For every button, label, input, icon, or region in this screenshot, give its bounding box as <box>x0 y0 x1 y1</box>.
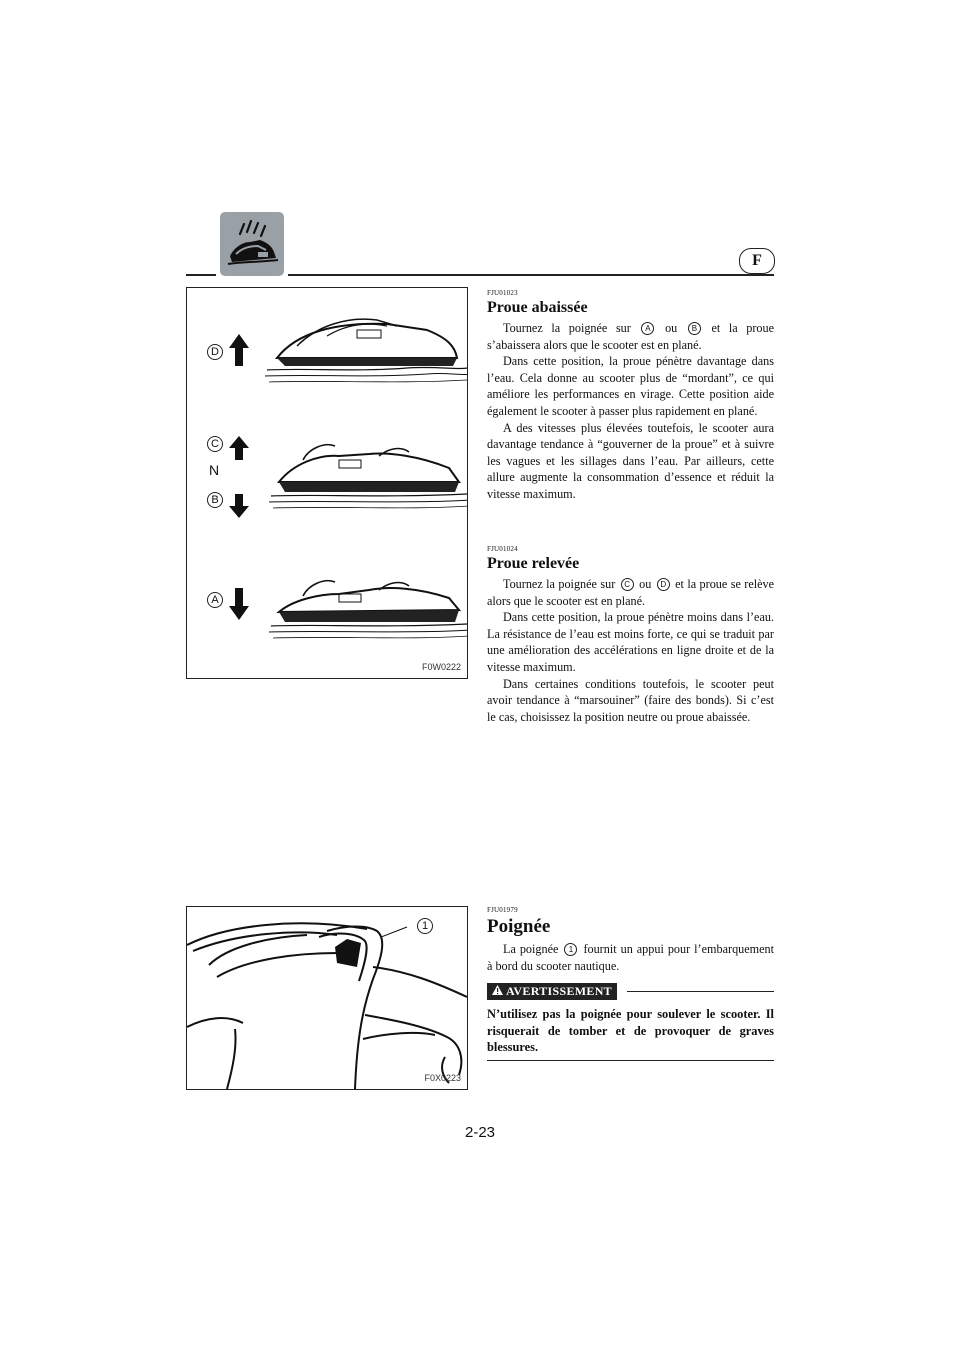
warning-bottom-rule <box>487 1060 774 1062</box>
page-number: 2-23 <box>464 1124 496 1141</box>
ref-c: C <box>621 578 634 591</box>
watercraft-illustration <box>269 581 467 638</box>
ref-1: 1 <box>564 943 577 956</box>
section-code: FJU01979 <box>487 906 518 914</box>
arrow-up-icon <box>229 334 249 366</box>
header-rule-right <box>288 274 774 276</box>
text-run: fournit un appui pour l’embarquement à bord du scooter nautique. <box>487 942 775 973</box>
position-label-n: N <box>209 462 220 478</box>
chapter-badge: F <box>739 248 775 274</box>
jet-ski-splash-icon <box>220 212 284 276</box>
figure-code: F0X0223 <box>424 1073 461 1083</box>
ref-b: B <box>688 322 701 335</box>
handle-figure <box>186 906 468 1090</box>
ref-a: A <box>641 322 654 335</box>
text-run: et la proue s’abaissera alors que le scooter est en plané. <box>487 321 775 352</box>
seat-handle-illustration <box>187 907 467 1089</box>
position-label-a: A <box>207 592 223 608</box>
position-label-d: D <box>207 344 223 360</box>
paragraph <box>487 941 774 974</box>
header-rule-left <box>186 274 216 276</box>
section-poignee <box>487 906 774 1061</box>
watercraft-illustration <box>265 319 467 382</box>
section-code: FJU01023 <box>487 289 518 297</box>
section-code: FJU01024 <box>487 545 518 553</box>
section-title: Proue abaissée <box>487 299 588 316</box>
section-title: Proue relevée <box>487 555 580 572</box>
warning-rule <box>627 991 774 993</box>
paragraph: Dans cette position, la proue pénètre moins dans l’eau. La résistance de l’eau est moins forte, ce qui se traduit par une amélioration des accélérations en ligne droite et de la vitesse maximum. <box>487 610 774 674</box>
text-run: et la proue se relève alors que le scooter est en plané. <box>487 577 775 608</box>
callout-1: 1 <box>417 918 433 934</box>
arrow-down-icon <box>229 588 249 620</box>
watercraft-illustration <box>269 445 467 508</box>
warning-triangle-icon <box>492 984 503 999</box>
warning-label: AVERTISSEMENT <box>506 984 612 999</box>
paragraph: A des vitesses plus élevées toutefois, le scooter aura davantage tendance à “gouverner de la proue” et à suivre les vagues et les sillages dans l’eau. Par ailleurs, cette allure augmente la consommation d’essence et réduit la vitesse maximum. <box>487 420 774 501</box>
section-proue-abaissee <box>487 289 774 503</box>
text-run: Tournez la poignée sur <box>503 577 616 591</box>
arrow-down-icon <box>229 494 249 518</box>
paragraph <box>487 576 774 609</box>
arrow-up-icon <box>229 436 249 460</box>
section-title: Poignée <box>487 916 551 937</box>
text-run: Tournez la poignée sur <box>503 321 631 335</box>
figure-code: F0W0222 <box>421 662 461 672</box>
warning-badge <box>487 983 617 1000</box>
text-run: ou <box>639 577 652 591</box>
section-proue-relevee <box>487 545 774 725</box>
warning-text: N’utilisez pas la poignée pour soulever le scooter. Il risquerait de tomber et de provoquer de graves blessures. <box>487 1007 774 1055</box>
trim-positions-figure <box>186 287 468 679</box>
position-label-b: B <box>207 492 223 508</box>
paragraph: Dans certaines conditions toutefois, le scooter peut avoir tendance à “marsouiner” (faire des bonds). Si c’est le cas, choisissez la position neutre ou proue abaissée. <box>487 676 774 724</box>
paragraph: Dans cette position, la proue pénètre davantage dans l’eau. Cela donne au scooter plus de “mordant”, ce qui améliore les performances en virage. Cette position aide également le scooter à passer plus rapidement en plané. <box>487 354 774 418</box>
text-run: ou <box>665 321 678 335</box>
paragraph <box>487 320 774 353</box>
text-run: La poignée <box>503 942 559 956</box>
warning-header <box>487 983 774 1000</box>
position-label-c: C <box>207 436 223 452</box>
ref-d: D <box>657 578 670 591</box>
